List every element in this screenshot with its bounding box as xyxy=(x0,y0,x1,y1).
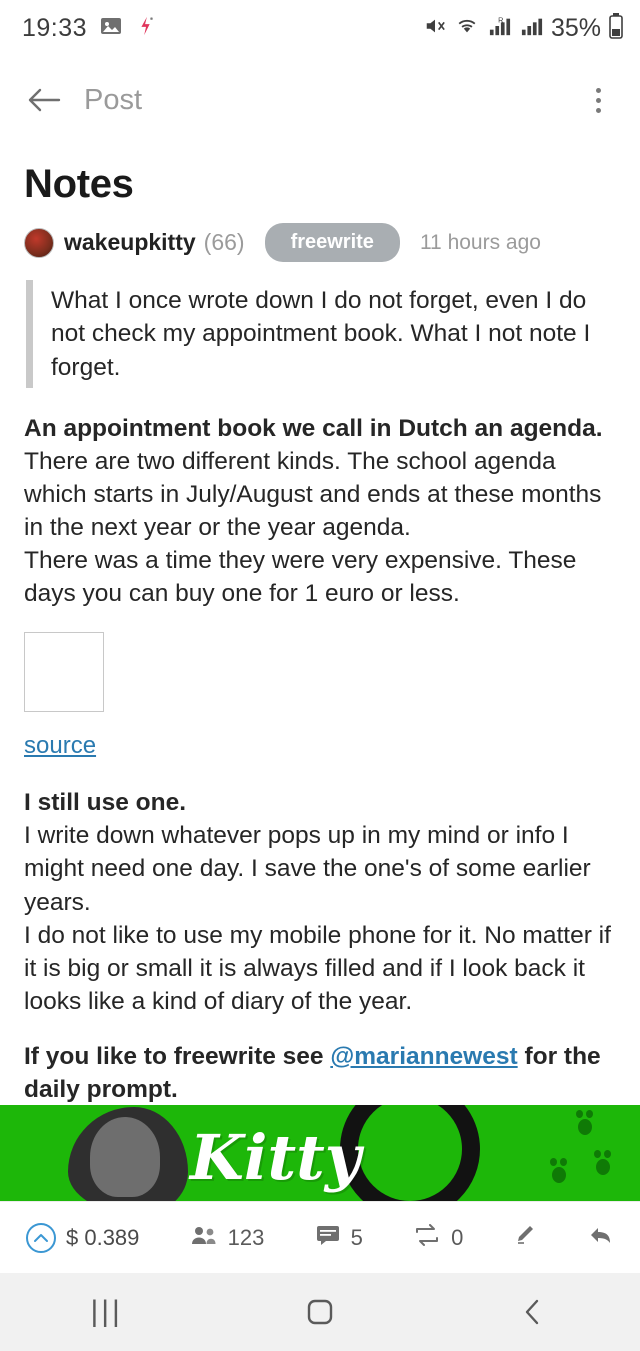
tag-badge[interactable]: freewrite xyxy=(265,223,400,262)
letter-o-shape xyxy=(340,1105,480,1201)
banner-script-text: Kitty xyxy=(190,1121,361,1194)
votes-count: 123 xyxy=(227,1224,265,1250)
votes-button[interactable] xyxy=(190,1224,265,1252)
nav-recents-button[interactable]: ||| xyxy=(90,1295,123,1328)
payout-button[interactable] xyxy=(26,1223,139,1253)
footer-prompt-prefix: If you like to freewrite see xyxy=(24,1042,331,1070)
body-paragraph: I do not like to use my mobile phone for it. No matter if it is big or small it is always filled and if I look back it looks like a kind of diary of the year. xyxy=(24,921,611,1015)
footer-prompt-suffix: for the daily prompt. xyxy=(24,1042,601,1103)
status-bar-left xyxy=(22,14,157,43)
broken-image-placeholder xyxy=(24,632,104,712)
body-section-1 xyxy=(24,412,616,610)
reblog-count: 0 xyxy=(451,1224,464,1250)
post-banner-image xyxy=(0,1105,640,1201)
author-name[interactable]: wakeupkitty xyxy=(64,229,196,255)
source-link[interactable]: source xyxy=(24,732,97,760)
app-bar xyxy=(0,56,640,144)
post-timestamp: 11 hours ago xyxy=(419,230,541,254)
blockquote-text: What I once wrote down I do not forget, even I do not check my appointment book. What I not note I forget. xyxy=(51,287,591,381)
body-paragraph: I still use one. xyxy=(24,789,187,817)
body-paragraph: There was a time they were very expensive. These days you can buy one for 1 euro or less. xyxy=(24,547,577,608)
back-button[interactable] xyxy=(22,78,66,122)
signal-roaming-icon xyxy=(487,15,513,42)
app-bar-title: Post xyxy=(84,83,143,116)
dog-illustration xyxy=(68,1107,188,1201)
footer-prompt xyxy=(24,1040,616,1105)
page-title: Notes xyxy=(24,162,134,206)
avatar[interactable] xyxy=(24,228,54,258)
app-activity-icon xyxy=(135,15,157,42)
reply-button[interactable] xyxy=(588,1223,614,1253)
post-content xyxy=(0,144,640,1105)
comment-icon xyxy=(315,1224,341,1252)
people-icon xyxy=(190,1224,218,1252)
overflow-menu-icon[interactable] xyxy=(578,78,618,122)
reblog-button[interactable] xyxy=(413,1224,463,1252)
body-paragraph: I write down whatever pops up in my mind or info I might need one day. I save the one's of some earlier years. xyxy=(24,822,591,916)
edit-button[interactable] xyxy=(514,1223,538,1253)
status-time: 19:33 xyxy=(22,13,88,42)
mute-icon xyxy=(423,15,447,42)
svg-text:R: R xyxy=(498,14,504,24)
reblog-icon xyxy=(413,1224,441,1252)
battery-icon xyxy=(608,13,624,44)
post-action-bar xyxy=(0,1201,640,1273)
payout-chevron-icon xyxy=(26,1223,56,1253)
comments-count: 5 xyxy=(350,1224,363,1250)
battery-percent-label: 35% xyxy=(550,13,601,42)
back-arrow-icon xyxy=(27,87,61,113)
image-icon xyxy=(99,14,123,43)
mention-link[interactable]: @mariannewest xyxy=(330,1042,518,1070)
blockquote xyxy=(26,280,616,388)
body-paragraph: An appointment book we call in Dutch an agenda. xyxy=(24,414,603,442)
body-paragraph: There are two different kinds. The school agenda which starts in July/August and ends at these months in the next year or the year agenda. xyxy=(24,448,602,542)
byline xyxy=(24,223,616,262)
home-icon xyxy=(305,1297,335,1327)
status-bar xyxy=(0,0,640,56)
pencil-icon xyxy=(514,1223,538,1253)
author-reputation: (66) xyxy=(203,229,245,255)
reply-icon xyxy=(588,1223,614,1253)
wifi-icon xyxy=(454,15,480,42)
status-bar-right xyxy=(423,13,624,44)
comments-button[interactable] xyxy=(315,1224,363,1252)
system-nav-bar xyxy=(0,1273,640,1351)
nav-home-button[interactable] xyxy=(275,1289,365,1335)
signal-icon xyxy=(520,15,544,42)
nav-back-button[interactable] xyxy=(488,1289,578,1335)
payout-amount: $ 0.389 xyxy=(66,1224,140,1250)
chevron-left-icon xyxy=(521,1297,545,1327)
spacer xyxy=(24,760,616,786)
body-section-2 xyxy=(24,786,616,1017)
